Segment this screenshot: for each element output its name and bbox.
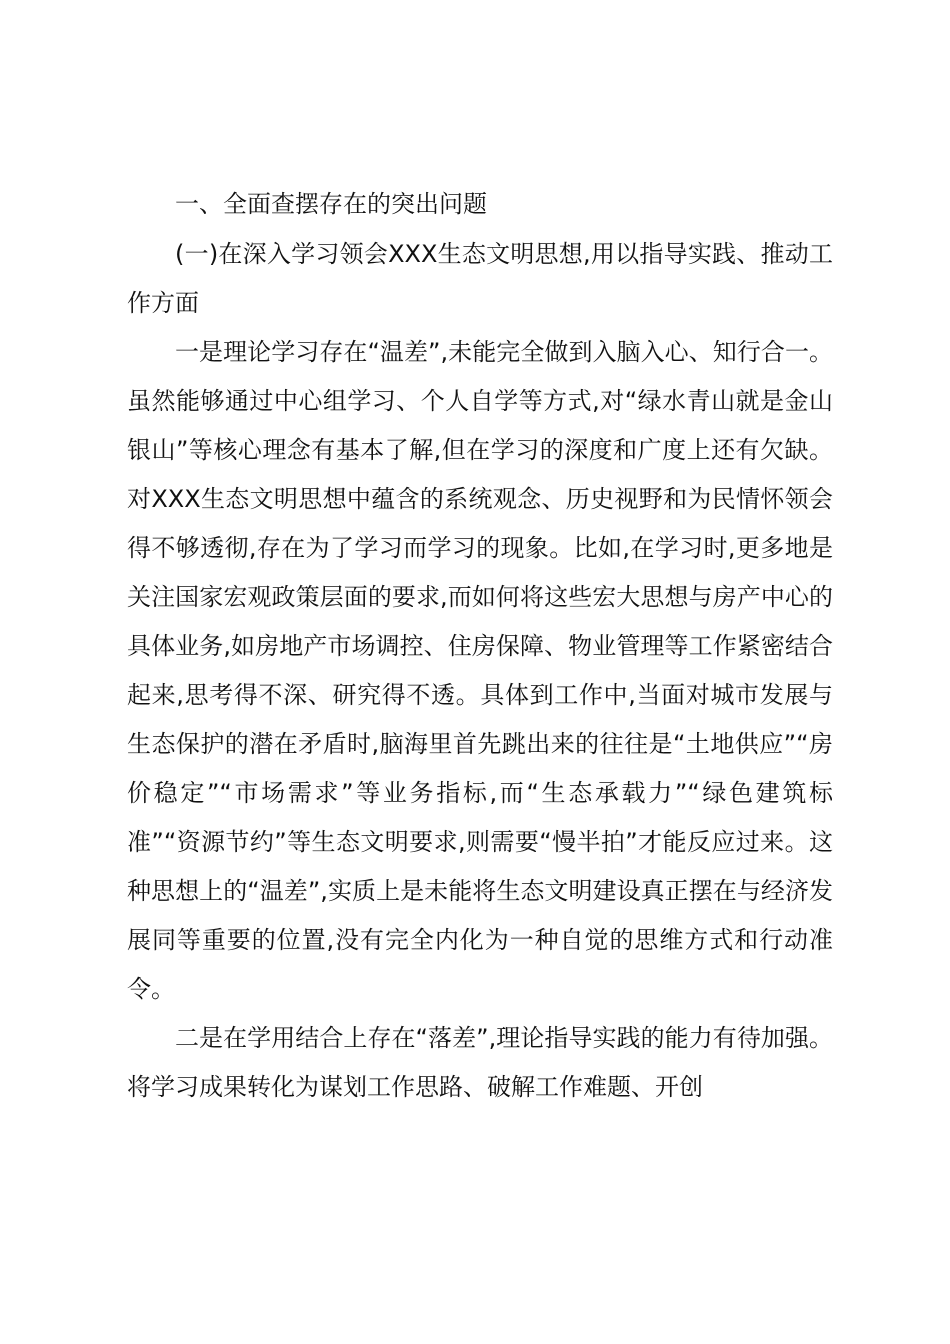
body-paragraph-1: 一是理论学习存在“温差”,未能完全做到入脑入心、知行合一。虽然能够通过中心组学习、个人自学等方式,对“绿水青山就是金山银山”等核心理念有基本了解,但在学习的深度和广度上还有欠缺。对XXX生态文明思想中蕴含的系统观念、历史视野和为民情怀领会得不够透彻,存在为了学习而学习的现象。比如,在学习时,更多地是关注国家宏观政策层面的要求,而如何将这些宏大思想与房产中心的具体业务,如房地产市场调控、住房保障、物业管理等工作紧密结合起来,思考得不深、研究得不透。具体到工作中,当面对城市发展与生态保护的潜在矛盾时,脑海里首先跳出来的往往是“土地供应”“房价稳定”“市场需求”等业务指标,而“生态承载力”“绿色建筑标准”“资源节约”等生态文明要求,则需要“慢半拍”才能反应过来。这种思想上的“温差”,实质上是未能将生态文明建设真正摆在与经济发展同等重要的位置,没有完全内化为一种自觉的思维方式和行动准令。 [127, 338, 833, 1003]
document-body [127, 180, 833, 1112]
section-heading: 一、全面查摆存在的突出问题 [175, 190, 487, 218]
subsection-heading: (一)在深入学习领会XXX生态文明思想,用以指导实践、推动工作方面 [127, 240, 833, 317]
body-paragraph-2: 二是在学用结合上存在“落差”,理论指导实践的能力有待加强。将学习成果转化为谋划工作思路、破解工作难题、开创 [127, 1024, 833, 1101]
